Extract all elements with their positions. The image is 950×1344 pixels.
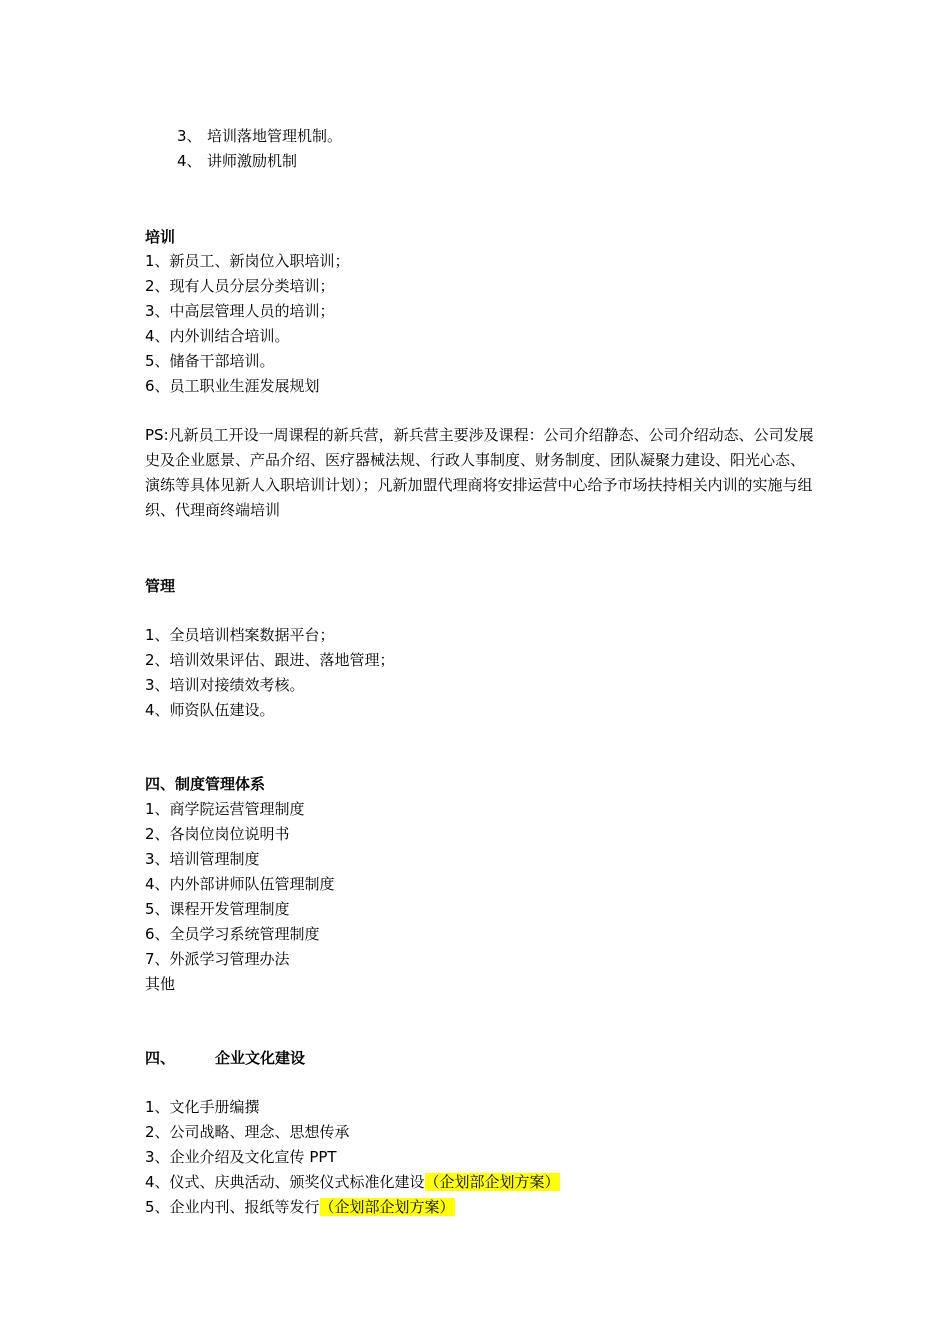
culture-heading (145, 1048, 305, 1068)
highlighted-note: （企划部企划方案） (319, 1198, 455, 1216)
top-list-text: 培训落地管理机制。 (207, 127, 343, 145)
list-item: 5、储备干部培训。 (145, 352, 275, 370)
list-item: 5、课程开发管理制度 (145, 900, 290, 918)
culture-heading-text: 企业文化建设 (215, 1049, 306, 1067)
top-list-num: 4、 (177, 152, 202, 170)
list-item: 4、内外部讲师队伍管理制度 (145, 875, 335, 893)
list-item-text: 4、仪式、庆典活动、颁奖仪式标准化建设 (145, 1173, 425, 1191)
list-item: 3、中高层管理人员的培训； (145, 302, 335, 320)
list-item (145, 1097, 260, 1117)
list-item: 7、外派学习管理办法 (145, 950, 290, 968)
list-item (145, 1197, 455, 1217)
list-item-text: 1、文化手册编撰 (145, 1098, 260, 1116)
ps-note: PS:凡新员工开设一周课程的新兵营，新兵营主要涉及课程：公司介绍静态、公司介绍动态、公司发展史及企业愿景、产品介绍、医疗器械法规、行政人事制度、财务制度、团队凝聚力建设、阳光心态、演练等具体见新人入职培训计划）；凡新加盟代理商将安排运营中心给予市场扶持相关内训的实施与组织、代理商终端培训 (145, 426, 814, 519)
list-item: 1、新员工、新岗位入职培训； (145, 252, 350, 270)
list-item: 6、员工职业生涯发展规划 (145, 377, 320, 395)
list-item: 1、商学院运营管理制度 (145, 800, 305, 818)
list-item (145, 1122, 350, 1142)
highlighted-note: （企划部企划方案） (424, 1173, 560, 1191)
list-item: 2、培训效果评估、跟进、落地管理； (145, 651, 395, 669)
top-list-num: 3、 (177, 127, 202, 145)
list-item: 4、师资队伍建设。 (145, 701, 275, 719)
list-item: 2、各岗位岗位说明书 (145, 825, 290, 843)
list-item: 3、培训管理制度 (145, 850, 260, 868)
system-heading: 四、制度管理体系 (145, 775, 266, 793)
other-label: 其他 (145, 975, 176, 993)
management-heading: 管理 (145, 577, 176, 595)
list-item-text: 3、企业介绍及文化宣传 PPT (145, 1148, 337, 1166)
list-item: 2、现有人员分层分类培训； (145, 277, 335, 295)
list-item (145, 1172, 560, 1192)
top-list-text: 讲师激励机制 (207, 152, 298, 170)
list-item: 4、内外训结合培训。 (145, 327, 290, 345)
list-item-text: 2、公司战略、理念、思想传承 (145, 1123, 350, 1141)
culture-heading-num: 四、 (145, 1049, 176, 1067)
list-item: 1、全员培训档案数据平台； (145, 626, 335, 644)
training-heading: 培训 (145, 228, 176, 246)
list-item: 3、培训对接绩效考核。 (145, 676, 305, 694)
list-item (145, 1147, 337, 1167)
list-item-text: 5、企业内刊、报纸等发行 (145, 1198, 320, 1216)
list-item: 6、全员学习系统管理制度 (145, 925, 320, 943)
